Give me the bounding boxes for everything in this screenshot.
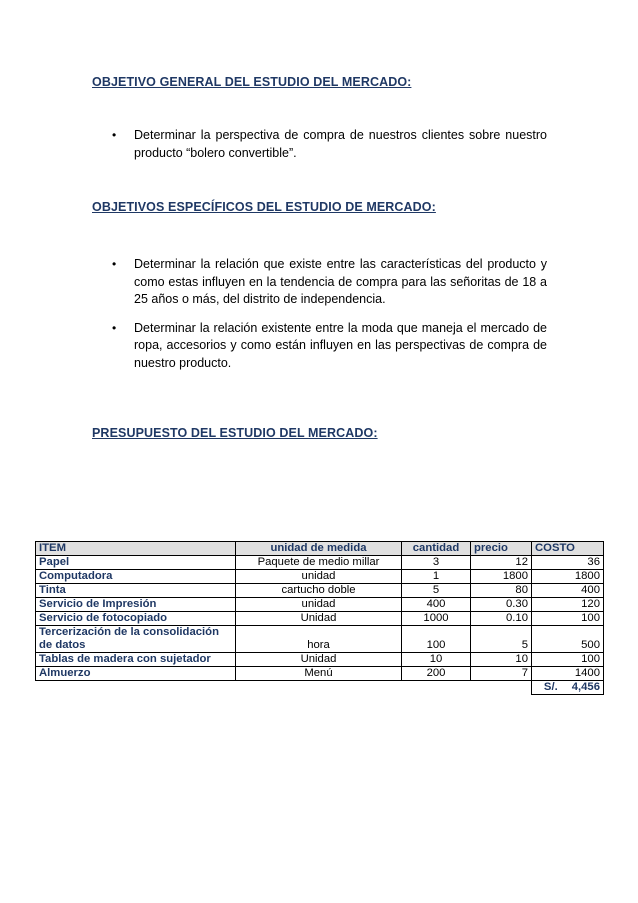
cell-costo: 1400 bbox=[532, 667, 604, 681]
cell-precio: 10 bbox=[471, 653, 532, 667]
cell-precio: 7 bbox=[471, 667, 532, 681]
cell-precio: 0.30 bbox=[471, 598, 532, 612]
cell-cantidad: 1 bbox=[402, 570, 471, 584]
table-row bbox=[36, 626, 604, 653]
cell-cantidad: 3 bbox=[402, 556, 471, 570]
cell-cantidad: 400 bbox=[402, 598, 471, 612]
bullet-icon: • bbox=[112, 320, 117, 335]
empty-cell bbox=[402, 681, 471, 695]
cell-costo: 100 bbox=[532, 653, 604, 667]
cell-item: Servicio de fotocopiado bbox=[36, 612, 236, 626]
cell-cantidad: 5 bbox=[402, 584, 471, 598]
cell-cantidad: 10 bbox=[402, 653, 471, 667]
bullet-icon: • bbox=[112, 128, 117, 142]
table-row bbox=[36, 653, 604, 667]
cell-precio: 0.10 bbox=[471, 612, 532, 626]
cell-precio: 5 bbox=[471, 626, 532, 653]
cell-cantidad: 200 bbox=[402, 667, 471, 681]
table-row bbox=[36, 570, 604, 584]
bullet-icon: • bbox=[112, 257, 117, 271]
cell-unidad: Unidad bbox=[236, 612, 402, 626]
cell-precio: 12 bbox=[471, 556, 532, 570]
cell-item: Tablas de madera con sujetador bbox=[36, 653, 236, 667]
cell-costo: 1800 bbox=[532, 570, 604, 584]
empty-cell bbox=[471, 681, 532, 695]
cell-item-line1: Tercerización de la consolidación bbox=[39, 626, 219, 638]
table-header-row bbox=[36, 542, 604, 556]
table-row bbox=[36, 584, 604, 598]
table-row bbox=[36, 556, 604, 570]
heading-objetivo-general: OBJETIVO GENERAL DEL ESTUDIO DEL MERCADO: bbox=[92, 75, 412, 89]
cell-unidad: cartucho doble bbox=[236, 584, 402, 598]
bullet-text: Determinar la perspectiva de compra de nuestros clientes sobre nuestro producto “bolero convertible”. bbox=[134, 128, 547, 160]
objetivos-especificos-list bbox=[112, 256, 547, 372]
cell-costo: 120 bbox=[532, 598, 604, 612]
cell-unidad: hora bbox=[236, 626, 402, 653]
cell-costo: 36 bbox=[532, 556, 604, 570]
total-cost bbox=[532, 681, 604, 695]
total-amount: 4,456 bbox=[571, 681, 600, 693]
cell-unidad: Paquete de medio millar bbox=[236, 556, 402, 570]
cell-costo: 500 bbox=[532, 626, 604, 653]
cell-cantidad: 100 bbox=[402, 626, 471, 653]
objetivo-general-list bbox=[112, 127, 547, 162]
cell-item: Computadora bbox=[36, 570, 236, 584]
cell-item: Almuerzo bbox=[36, 667, 236, 681]
cell-costo: 100 bbox=[532, 612, 604, 626]
list-item bbox=[112, 256, 547, 309]
total-currency: S/. bbox=[543, 681, 558, 693]
header-item: ITEM bbox=[36, 542, 236, 556]
cell-costo: 400 bbox=[532, 584, 604, 598]
heading-presupuesto: PRESUPUESTO DEL ESTUDIO DEL MERCADO: bbox=[92, 426, 378, 440]
header-costo: COSTO bbox=[532, 542, 604, 556]
bullet-text: Determinar la relación que existe entre las características del producto y como estas influyen en la tendencia de compra para las señoritas de 18 a 25 años o más, del distrito de independencia. bbox=[134, 257, 547, 306]
empty-cell bbox=[236, 681, 402, 695]
cell-precio: 1800 bbox=[471, 570, 532, 584]
table-row bbox=[36, 667, 604, 681]
header-cantidad: cantidad bbox=[402, 542, 471, 556]
cell-unidad: Menú bbox=[236, 667, 402, 681]
cell-item: Servicio de Impresión bbox=[36, 598, 236, 612]
cell-item: Tinta bbox=[36, 584, 236, 598]
header-precio: precio bbox=[471, 542, 532, 556]
list-item bbox=[112, 320, 547, 373]
table-total-row bbox=[36, 681, 604, 695]
cell-item-line2: de datos bbox=[39, 639, 86, 651]
budget-table bbox=[35, 541, 604, 695]
empty-cell bbox=[36, 681, 236, 695]
cell-item: Papel bbox=[36, 556, 236, 570]
cell-cantidad: 1000 bbox=[402, 612, 471, 626]
cell-item bbox=[36, 626, 236, 653]
cell-unidad: unidad bbox=[236, 570, 402, 584]
table-row bbox=[36, 598, 604, 612]
cell-unidad: Unidad bbox=[236, 653, 402, 667]
header-unidad: unidad de medida bbox=[236, 542, 402, 556]
cell-unidad: unidad bbox=[236, 598, 402, 612]
cell-precio: 80 bbox=[471, 584, 532, 598]
list-item bbox=[112, 127, 547, 162]
heading-objetivos-especificos: OBJETIVOS ESPECÍFICOS DEL ESTUDIO DE MERCADO: bbox=[92, 200, 436, 214]
bullet-text: Determinar la relación existente entre la moda que maneja el mercado de ropa, accesorios y como están influyen en las perspectivas de compra de nuestro producto. bbox=[134, 320, 547, 370]
table-row bbox=[36, 612, 604, 626]
